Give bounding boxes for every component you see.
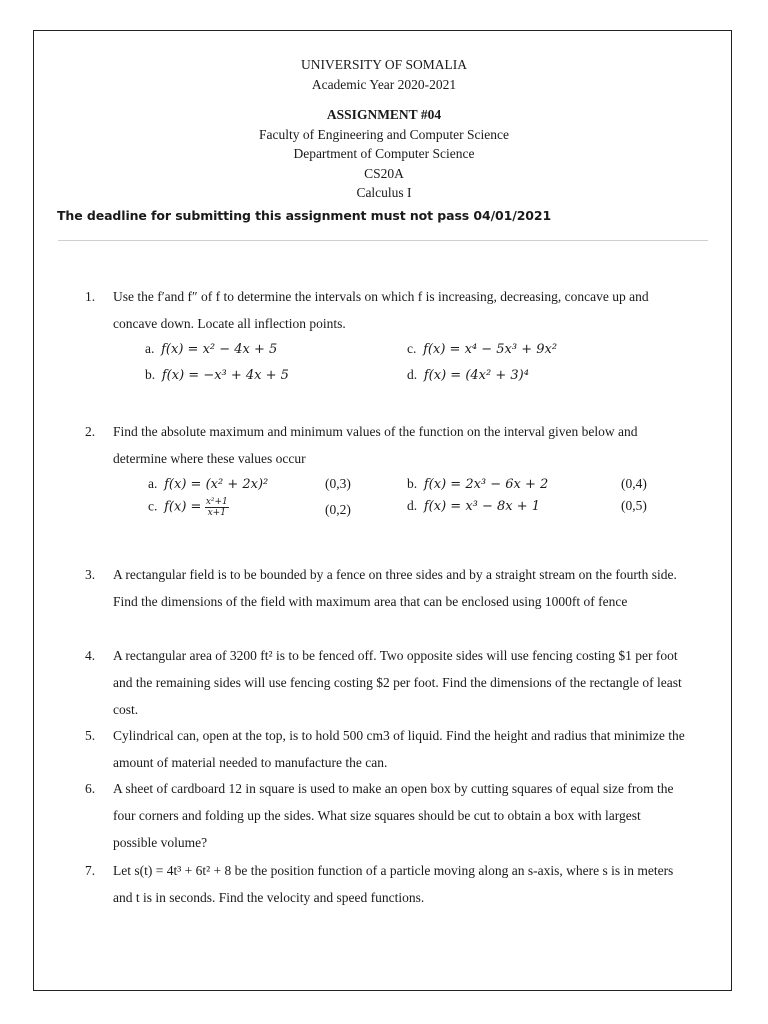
q2-interval-b: (0,4)	[621, 476, 647, 491]
question-text: Use the f′and f″ of f to determine the intervals on which f is increasing, decreasing, concave up and concave down. Locate all inflection points.	[113, 289, 649, 331]
question-text: Cylindrical can, open at the top, is to hold 500 cm3 of liquid. Find the height and radius that minimize the amount of material needed to manufacture the can.	[113, 728, 685, 770]
question-number: 1.	[85, 289, 96, 304]
faculty-name: Faculty of Engineering and Computer Science	[258, 126, 510, 142]
q1-part-a: a. f(x) = x² − 4x + 5	[145, 341, 278, 357]
course-name: Calculus I	[356, 185, 412, 200]
question-4	[85, 642, 685, 723]
q2-part-a: a. f(x) = (x² + 2x)²	[148, 476, 269, 492]
question-number: 4.	[85, 648, 96, 663]
q2-interval-c: (0,2)	[325, 502, 351, 517]
question-text: A rectangular area of 3200 ft² is to be fenced off. Two opposite sides will use fencing costing $1 per foot and the remaining sides will use fencing costing $2 per foot. Find the dimensions of the rectangle of least cost.	[113, 648, 682, 717]
question-text: Find the absolute maximum and minimum values of the function on the interval given below and determine where these values occur	[113, 424, 638, 466]
question-number: 2.	[85, 424, 96, 439]
question-2	[85, 418, 685, 472]
question-6	[85, 775, 685, 856]
course-code: CS20A	[364, 165, 404, 181]
q1-part-b: b. f(x) = −x³ + 4x + 5	[145, 367, 289, 383]
fraction: $\frac{\text{x²+1}}{x+1}$	[205, 497, 228, 518]
question-5	[85, 722, 685, 776]
question-text: Let s(t) = 4t³ + 6t² + 8 be the position function of a particle moving along an s-axis, where s is in meters and t is in seconds. Find the velocity and speed functions.	[113, 863, 674, 905]
q2-interval-a: (0,3)	[325, 476, 351, 491]
deadline-notice: The deadline for submitting this assignment must not pass 04/01/2021	[57, 208, 552, 223]
question-1	[85, 283, 685, 337]
q1-part-d: d. f(x) = (4x² + 3)⁴	[407, 367, 529, 383]
question-number: 5.	[85, 728, 96, 743]
divider	[58, 240, 708, 241]
assignment-title: ASSIGNMENT #04	[326, 107, 442, 122]
q2-interval-d: (0,5)	[621, 498, 647, 513]
question-text: A rectangular field is to be bounded by a fence on three sides and by a straight stream on the fourth side. Find the dimensions of the field with maximum area that can be enclosed using 1000ft of fence	[113, 567, 677, 609]
department-name: Department of Computer Science	[293, 146, 475, 161]
question-number: 6.	[85, 781, 96, 796]
q2-part-d: d. f(x) = x³ − 8x + 1	[407, 498, 541, 514]
q2-part-b: b. f(x) = 2x³ − 6x + 2	[407, 476, 549, 492]
question-number: 7.	[85, 863, 96, 878]
university-name: UNIVERSITY OF SOMALIA	[300, 57, 467, 72]
question-7	[85, 857, 685, 911]
document-header	[0, 55, 768, 203]
question-text: A sheet of cardboard 12 in square is used to make an open box by cutting squares of equal size from the four corners and folding up the sides. What size squares should be cut to obtain a box with largest possible volume?	[113, 781, 674, 850]
question-3	[85, 561, 685, 615]
question-number: 3.	[85, 567, 96, 582]
q1-part-c: c. f(x) = x⁴ − 5x³ + 9x²	[407, 341, 558, 357]
academic-year: Academic Year 2020-2021	[311, 76, 457, 92]
q2-part-c: c. f(x) = $\frac{\text{x²+1}}{x+1}$	[148, 497, 228, 518]
